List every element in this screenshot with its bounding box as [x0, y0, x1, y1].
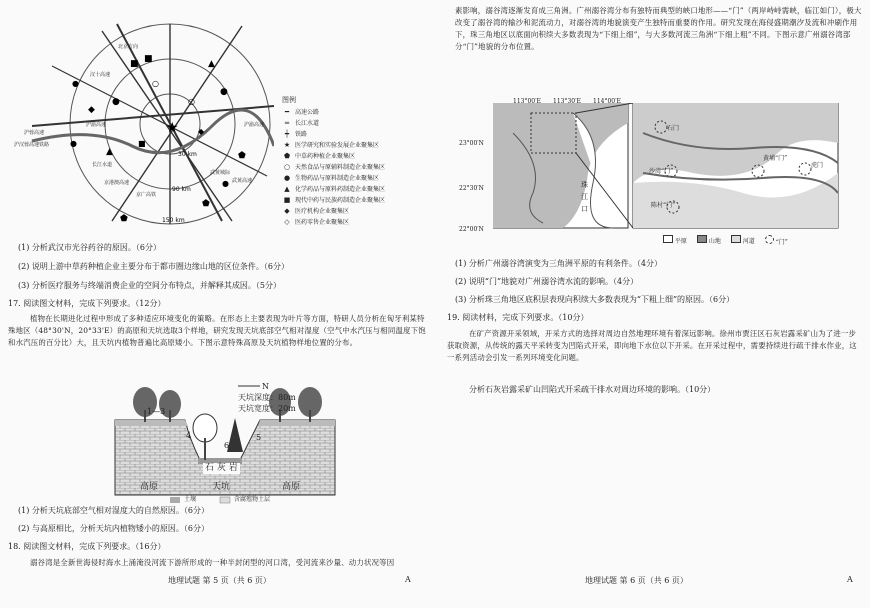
svg-text:150 km: 150 km: [162, 217, 185, 224]
q16-item-3: (3) 分析医疗服务与终端消费企业的空间分布特点，并解释其成因。（5分）: [18, 281, 281, 290]
estuary-label: 珠: [581, 181, 588, 189]
plot-number: 5: [256, 433, 262, 442]
svg-text:⬟: ⬟: [120, 214, 128, 224]
q17-item-2: (2) 与高原相比，分析天坑内植物矮小的原因。（6分）: [18, 524, 209, 533]
road-label: 沪汉蓉高速铁路: [14, 142, 50, 148]
gate-label: 虎门: [811, 162, 824, 169]
plot-number: 1—3: [147, 407, 166, 416]
q18-title: 18. 阅读图文材料，完成下列要求。（16分）: [8, 542, 166, 551]
q18-item-2: (2) 说明“门”地貌对广州溺谷湾水流的影响。（4分）: [455, 277, 639, 286]
svg-text:⬟: ⬟: [202, 199, 210, 209]
lat-label: 22°30′N: [459, 185, 484, 192]
legend-item: ★ 医学研究和实验发展企业聚集区: [283, 140, 380, 149]
q19-task: 分析石灰岩露采矿山凹陷式开采疏干排水对周边环境的影响。（10分）: [469, 385, 716, 394]
q17-item-1: (1) 分析天坑底部空气相对湿度大的自然原因。（6分）: [18, 506, 209, 515]
page-footer: 地理试题 第 6 页（共 6 页）: [585, 576, 688, 585]
gate-label: 黄埔“门”: [763, 155, 788, 162]
plateau-label: 高原: [282, 482, 301, 492]
svg-text:◆: ◆: [198, 127, 205, 136]
legend-item: ⬟ 中草药种植企业聚集区: [283, 151, 356, 160]
road-label: 北京方向: [118, 44, 139, 50]
estuary-label: 口: [581, 205, 588, 213]
road-label: 沪蓉高速: [24, 130, 45, 136]
lon-label: 113°30′E: [553, 98, 581, 105]
legend-item: ━ 高速公路: [284, 107, 320, 116]
north-arrow-label: N: [262, 382, 269, 391]
svg-text:●: ●: [220, 87, 228, 97]
svg-text:▲: ▲: [106, 147, 113, 157]
legend-item: ◇ 医药零售企业聚集区: [284, 217, 350, 226]
svg-text:⬟: ⬟: [238, 151, 246, 161]
q18-item-3: (3) 分析珠三角地区底积层表现向积续大多数表现为“下粗上细”的原因。（6分）: [455, 295, 735, 304]
svg-text:■: ■: [130, 59, 139, 69]
q18-item-1: (1) 分析广州溺谷湾演变为三角洲平原的有利条件。（4分）: [455, 259, 662, 268]
road-label: 京广高铁: [136, 192, 157, 198]
plateau-label: 高原: [140, 482, 159, 492]
lat-label: 23°00′N: [459, 140, 484, 147]
svg-text:○: ○: [152, 79, 159, 88]
road-label: 武黄城际: [210, 170, 231, 176]
paper-version: A: [405, 575, 411, 584]
legend-soil: 土壤: [184, 496, 197, 503]
svg-text:■: ■: [144, 54, 153, 64]
gate-label: 沙湾“门”: [649, 168, 674, 175]
q16-item-2: (2) 说明上游中草药种植企业主要分布于都市圈边缘山地的区位条件。（6分）: [18, 262, 289, 271]
svg-text:●: ●: [70, 139, 77, 148]
svg-text:●: ●: [72, 79, 79, 88]
gate-label: 陈村“门”: [651, 202, 676, 209]
q18-material-cont: 素影响，溺谷湾逐渐发育成三角洲。广州溺谷湾分布有独特而典型的峡口地形——“门”（两岸峙峙需峡，临江如门），极大改变了溺谷湾的输沙和泥流动力，对溺谷湾的地貌演变产生独特而重要的作用。研究发现在海侵盛期潮汐及流和冲刷作用下，珠三角地区以底面向积续大多数表现为“下细上细”，与大多数河流三角洲“下细上粗”不同。下图示意广州溺谷湾部分“门”地貌的分布位置。: [455, 6, 862, 51]
legend-title: 图例: [282, 96, 296, 104]
sinkhole-depth: 天坑深度：80m: [238, 393, 296, 402]
q18-material-start: 溺谷湾是全新世海侵时海水上涌淹没河流下游所形成的一种半封闭型的河口湾，受河流来沙量、动力状况等因: [30, 558, 395, 567]
gate-label: 石门: [667, 125, 680, 132]
svg-text:◆: ◆: [88, 105, 95, 115]
rock-label: 石 灰 岩: [205, 463, 238, 473]
lat-label: 22°00′N: [459, 226, 484, 233]
plot-number: 6: [224, 441, 230, 450]
legend-item: ┿ 铁路: [284, 129, 308, 138]
legend-item: ═ 长江水道: [284, 118, 320, 127]
q19-title: 19. 阅读材料，完成下列要求。（10分）: [447, 313, 589, 322]
lon-label: 114°00′E: [593, 98, 621, 105]
svg-text:■: ■: [138, 139, 146, 148]
q17-material: 植物在长期进化过程中形成了多种适应环境变化的策略。在形态上主要表现为叶片等方面，特研人员分析在匈牙利某特殊地区（48°30'N，20°33'E）的高原和天坑选取3个样地，研究发现天坑底部空气相对湿度（空气中水汽压与相同温度下饱和水汽压的百分比）大，且天坑内植物普遍比高原矮小。下图示意特殊高原及天坑植物样地位置的分布。: [8, 314, 426, 347]
road-label: 沪渝高速: [244, 122, 265, 128]
svg-text:○: ○: [188, 97, 195, 106]
q16-item-1: (1) 分析武汉市光谷药谷的原因。（6分）: [18, 243, 161, 252]
lon-label: 113°00′E: [513, 98, 541, 105]
svg-text:●: ●: [222, 179, 229, 188]
plot-number: 4: [186, 431, 192, 440]
map2-legend: 平原 山地 河道 “门”: [663, 235, 788, 246]
sinkhole-label: 天坑: [212, 482, 231, 492]
legend-item: ▲ 化学药品与原料药制造企业聚集区: [284, 184, 386, 193]
road-label: 汉十高速: [90, 72, 111, 78]
sinkhole-width: 天坑宽度：20m: [238, 404, 296, 413]
svg-text:30 km: 30 km: [178, 151, 197, 158]
svg-text:★: ★: [166, 120, 179, 136]
svg-text:●: ●: [112, 97, 120, 107]
estuary-label: 江: [581, 193, 588, 201]
legend-item: ■ 现代中药与民族药制造企业聚集区: [283, 195, 386, 204]
legend-item: ○ 天然食品与原辅料制造企业聚集区: [283, 162, 386, 171]
paper-version: A: [847, 575, 853, 584]
page-footer: 地理试题 第 5 页（共 6 页）: [168, 576, 271, 585]
q17-title: 17. 阅读图文材料，完成下列要求。（12分）: [8, 299, 166, 308]
page-6: [435, 0, 870, 608]
road-label: 长江水道: [92, 162, 113, 168]
road-label: 沪渝高速: [86, 122, 107, 128]
road-label: 武黄高速: [232, 178, 253, 184]
svg-text:90 km: 90 km: [172, 186, 191, 193]
road-label: 京港澳高速: [104, 180, 130, 186]
legend-item: ◆ 医疗机构企业聚集区: [284, 206, 350, 215]
map-legend: [282, 95, 432, 235]
q19-material: 在矿产资源开采领域，开采方式的选择对周边自然地理环境有着深远影响。徐州市贾汪区石灰岩露采矿山为了进一步获取资源，从传统的露天平采转变为凹陷式开采，即向地下水位以下开采。在开采过程中，需要持续进行疏干排水作业，这一系列活动会引发一系列环境变化问题。: [447, 329, 857, 362]
legend-humus: 含腐殖物土层: [234, 496, 271, 503]
svg-text:▲: ▲: [208, 59, 215, 69]
legend-item: ● 生物药品与原料制造企业聚集区: [283, 173, 380, 182]
